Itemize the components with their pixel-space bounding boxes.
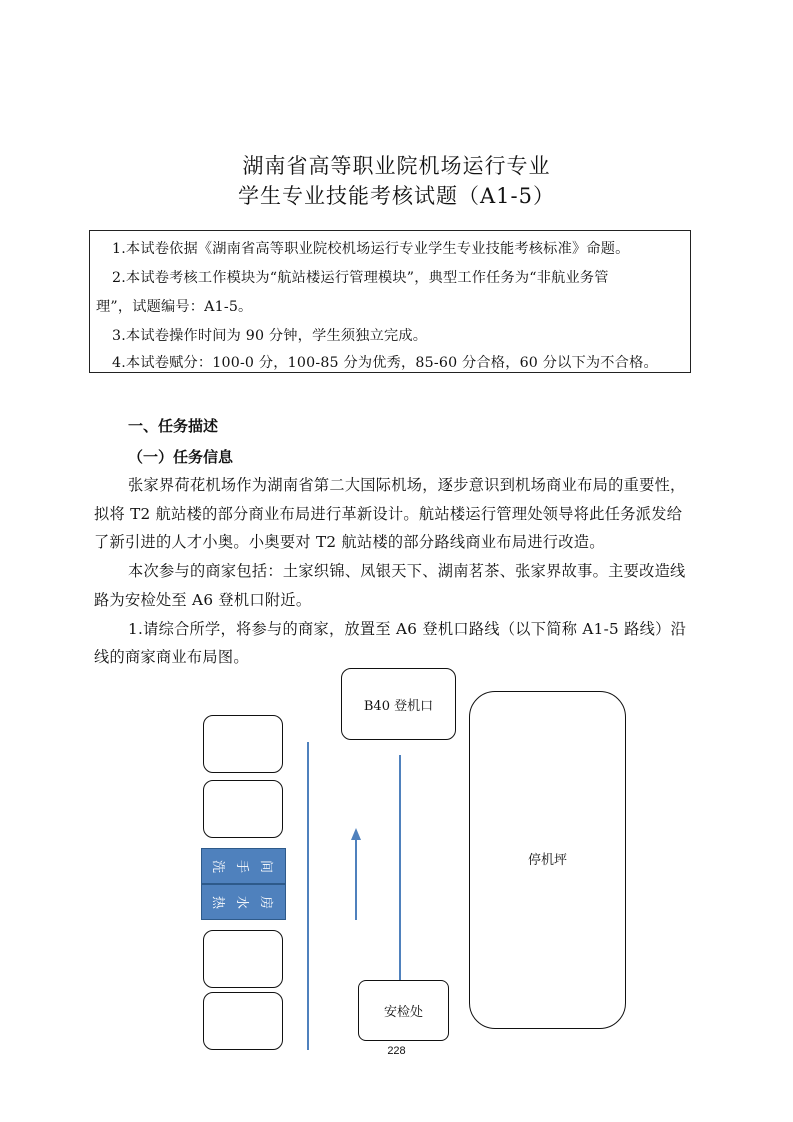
apron-label: 停机坪 <box>527 852 567 868</box>
page-number: 228 <box>387 1045 406 1057</box>
paragraph-line: 路为安检处至 A6 登机口附近。 <box>94 591 312 609</box>
section-heading: 一、任务描述 <box>128 417 219 435</box>
paragraph-line: 1.请综合所学，将参与的商家，放置至 A6 登机口路线（以下简称 A1-5 路线）沿 <box>128 620 687 638</box>
notice-item-2: 2.本试卷考核工作模块为“航站楼运行管理模块”，典型工作任务为“非航业务管 <box>112 270 609 286</box>
notice-item-3: 3.本试卷操作时间为 90 分钟，学生须独立完成。 <box>112 328 428 344</box>
paragraph-line: 线的商家商业布局图。 <box>94 648 249 666</box>
hotwater-char: 房 <box>257 895 273 909</box>
gate-label: B40 登机口 <box>363 698 434 714</box>
notice-item-1: 1.本试卷依据《湖南省高等职业院校机场运行专业学生专业技能考核标准》命题。 <box>112 241 630 257</box>
gate-box <box>341 668 456 740</box>
subsection-heading: （一）任务信息 <box>128 448 234 466</box>
apron-box <box>469 691 626 1029</box>
washroom-box <box>201 848 286 884</box>
route-line-left <box>307 742 309 1050</box>
paragraph-line: 了新引进的人才小奥。小奥要对 T2 航站楼的部分路线商业布局进行改造。 <box>94 533 605 551</box>
shop-slot-1 <box>203 715 283 773</box>
direction-arrow-icon <box>348 828 364 922</box>
document-title-line-1: 湖南省高等职业院机场运行专业 <box>242 154 551 178</box>
notice-item-2-continued: 理”，试题编号：A1-5。 <box>96 299 253 315</box>
exam-notice-box <box>89 230 691 373</box>
shop-slot-3 <box>203 930 283 988</box>
hotwater-char: 水 <box>233 895 249 909</box>
washroom-char: 洗 <box>210 859 226 873</box>
paragraph-line: 本次参与的商家包括：土家织锦、凤银天下、湖南茗茶、张家界故事。主要改造线 <box>128 562 686 580</box>
paragraph-line: 拟将 T2 航站楼的部分商业布局进行革新设计。航站楼运行管理处领导将此任务派发给 <box>94 505 683 523</box>
shop-slot-2 <box>203 780 283 838</box>
paragraph-line: 张家界荷花机场作为湖南省第二大国际机场，逐步意识到机场商业布局的重要性， <box>128 476 686 494</box>
security-label: 安检处 <box>383 1005 423 1020</box>
washroom-char: 间 <box>257 859 273 873</box>
shop-slot-4 <box>203 992 283 1050</box>
notice-item-4: 4.本试卷赋分：100-0 分，100-85 分为优秀，85-60 分合格，60 分以下为不合格。 <box>112 355 658 371</box>
washroom-char: 手 <box>233 859 249 873</box>
security-box <box>358 980 449 1041</box>
hotwater-char: 热 <box>210 895 226 909</box>
document-title-line-2: 学生专业技能考核试题（A1-5） <box>238 184 555 208</box>
hot-water-room-box <box>201 884 286 920</box>
route-line-center <box>399 755 401 980</box>
